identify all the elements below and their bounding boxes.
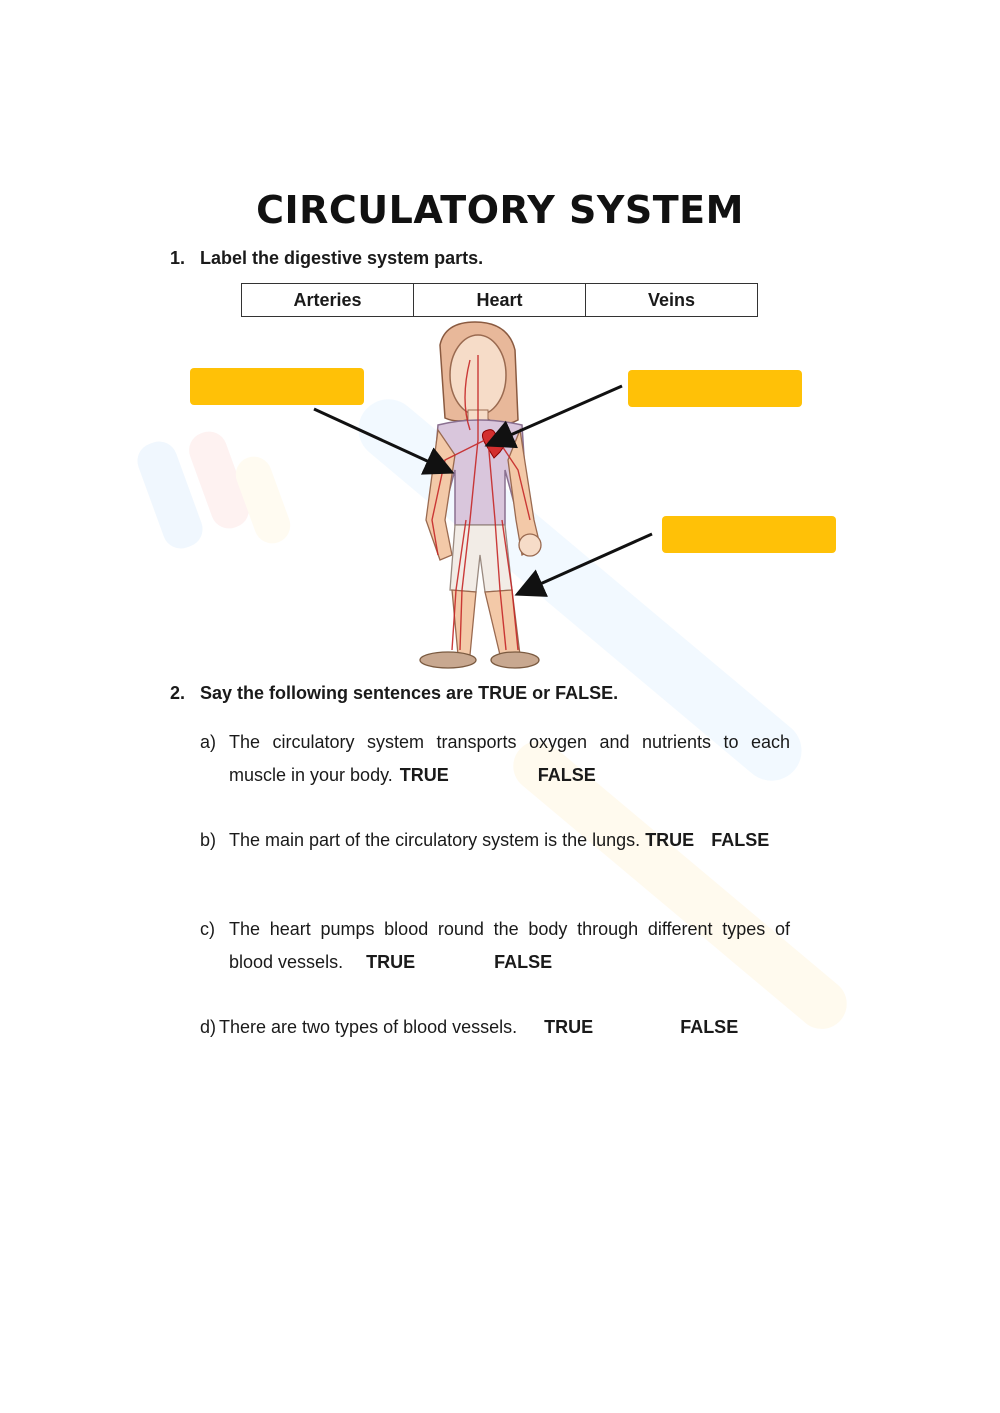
statement-c-true[interactable]: TRUE — [366, 952, 416, 972]
statement-a-true[interactable]: TRUE — [399, 765, 449, 785]
statement-a-line1: The circulatory system transports oxygen and nutrients to each — [229, 732, 790, 752]
question-1 — [170, 248, 483, 269]
word-bank-arteries: Arteries — [242, 284, 414, 317]
statement-a — [200, 726, 790, 792]
statement-b-false[interactable]: FALSE — [711, 830, 770, 850]
page-title: CIRCULATORY SYSTEM — [256, 188, 744, 232]
statement-c-false[interactable]: FALSE — [494, 952, 553, 972]
question-1-number: 1. — [170, 248, 186, 268]
statement-d-true[interactable]: TRUE — [544, 1017, 594, 1037]
statement-c — [200, 913, 790, 979]
statement-d-false[interactable]: FALSE — [680, 1017, 739, 1037]
statement-c-line1: The heart pumps blood round the body through different types of — [229, 919, 790, 939]
statement-c-line2: blood vessels. — [229, 952, 344, 972]
statement-d-letter: d) — [200, 1017, 217, 1037]
statement-a-letter: a) — [200, 732, 217, 752]
question-2-text: Say the following sentences are TRUE or FALSE. — [200, 683, 619, 703]
word-bank-table — [241, 283, 758, 317]
question-2-number: 2. — [170, 683, 186, 703]
label-box-bottom-right[interactable] — [662, 516, 836, 553]
statement-c-letter: c) — [200, 919, 215, 939]
statement-b-line1: The main part of the circulatory system is the lungs. — [229, 830, 641, 850]
statement-a-false[interactable]: FALSE — [537, 765, 596, 785]
statement-b-true[interactable]: TRUE — [645, 830, 695, 850]
word-bank-heart: Heart — [414, 284, 586, 317]
label-box-left[interactable] — [190, 368, 364, 405]
question-1-text: Label the digestive system parts. — [200, 248, 484, 268]
label-box-top-right[interactable] — [628, 370, 802, 407]
diagram-area — [0, 318, 1000, 678]
question-2 — [170, 683, 618, 704]
word-bank-veins: Veins — [586, 284, 758, 317]
statement-d-line1: There are two types of blood vessels. — [219, 1017, 518, 1037]
statement-b — [200, 824, 790, 857]
statement-b-letter: b) — [200, 830, 217, 850]
statement-a-line2: muscle in your body. — [229, 765, 393, 785]
circulatory-body-illustration — [0, 318, 1000, 678]
statement-d — [200, 1011, 790, 1044]
